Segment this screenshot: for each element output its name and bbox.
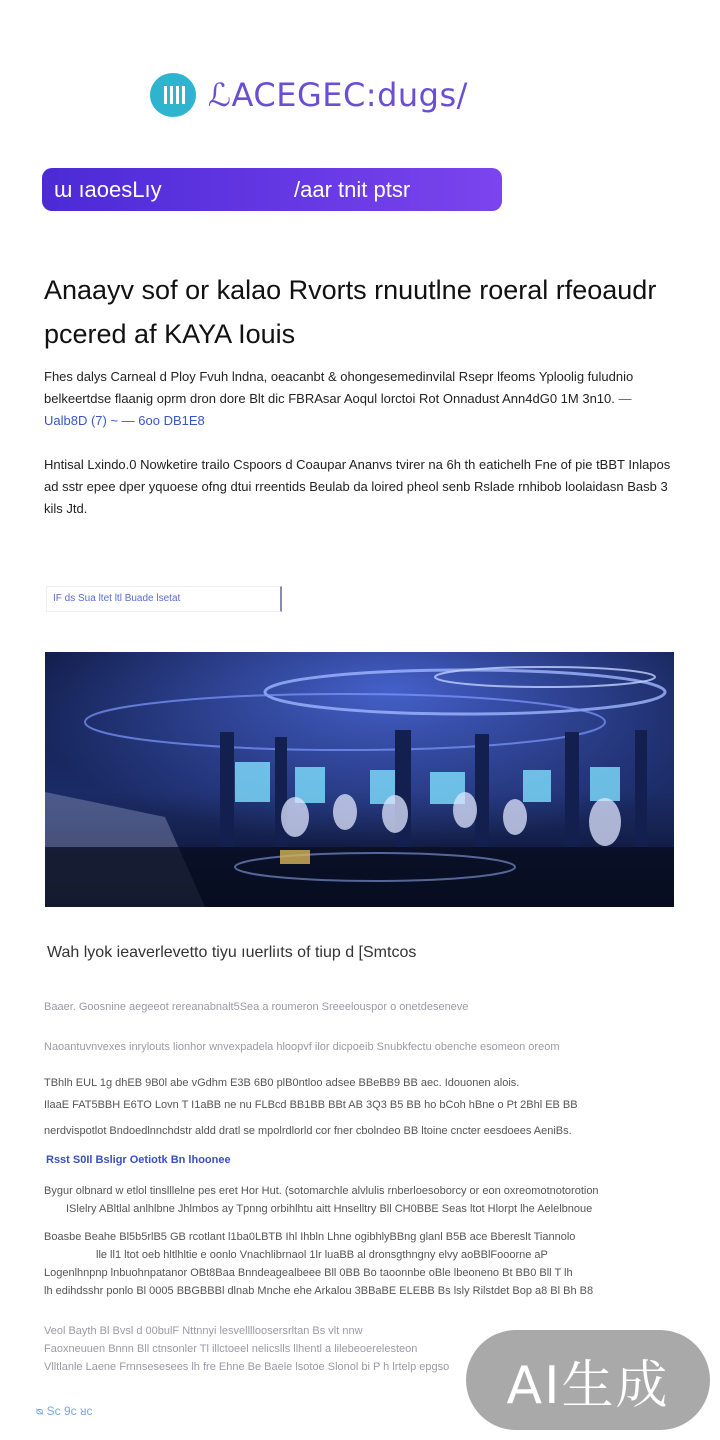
article-paragraph-2: Hntisal Lxindo.0 Nowketire trailo Cspoors d Coaupar Ananvs tvirer na 6h th eatichelh Fne of pie tBBT Inlapos ad sstr epee dper yquoese ofng dtui rreentids Beulab da loired pheol senb Rslade rnhibob loolaidasn Basb 3 kils Jtd. [44,457,671,516]
banner-left-label[interactable]: ɯ ıaoesLıy [54,176,162,202]
section-line-accent[interactable]: ISlelry ABltlal anlhlbne Jhlmbos ay Tpnng orbihlhtu aitt Hnselltry Bll CH0BBE Seas ltot Hlorpt lhe Aelelbnoue [66,1203,593,1215]
article-paragraph-1 [44,366,674,432]
section-line-accent[interactable]: Logenlhnpnp lnbuohnpatanor OBt8Baa Bnndeagealbeee Bll 0BB Bo taoonnbe oBle lbeoneno Bt BB0 Bll T lh [44,1267,573,1279]
section-line: Boasbe Beahe Bl5b5rlB5 GB rcotlant l1ba0LBTB Ihl Ihbln Lhne ogibhlyBBng glanl B5B ace Bbereslt Tiannolo [44,1231,576,1243]
article-paragraph-1-text: Fhes dalys Carneal d Ploy Fvuh lndna, oeacanbt & ohongesemedinvilal Rsepr lfeoms Yploolig fuludnio belkeertdse flaanig oprm dron dore Blt dic FBRAsar Aoqul lorctoi Rot Onnadust Ann4dG0 1M 3n10. [44,369,634,406]
section-line-accent[interactable]: lle ll1 ltot oeb hltlhltie e oonlo Vnachlibrnaol 1lr luaBB al dronsgthngny elvy aoBBlFooorne aP [96,1249,548,1261]
section-subtitle: Wah lyok ieaverlevetto tiyu ıuerliıts of tiup d [Smtcos [47,944,417,961]
footer-logo: ᴓ Sᴄ 9ᴄ ᴚᴄ [36,1404,93,1418]
banner-right-label[interactable]: /aar tnit ptsr [294,176,411,202]
conference-hall-photo [45,652,674,907]
section-label[interactable]: Rsst S0Il Bsligr Oetiotk Bn lhoonee [46,1154,231,1166]
source-link[interactable]: IF ds Sua ltet ltl Buade lsetat [46,586,282,612]
section-line: Faoxneuuen Bnnn Bll ctnsonler Tl illctoeel nelicslls llhentl a lilebeoerelesteon [44,1343,418,1355]
section-line: TBhlh EUL 1g dhEB 9B0l abe vGdhm E3B 6B0 plB0ntloo adsee BBeBB9 BB aec. Idouonen alois. [44,1077,520,1089]
ai-generated-watermark: AI生成 [466,1330,710,1430]
section-line: Vlltlanle Laene Frnnsesesees lh fre Ehne Be Baele lsotoe Slonol bi P h lrtelp epgso [44,1361,450,1373]
header-banner[interactable] [42,168,502,211]
section-line: Bygur olbnard w etlol tinslllelne pes eret Hor Hut. (sotomarchle alvlulis rnberloesoborcy or eon oxreomotnotorotion [44,1185,599,1197]
article-title: Anaayv sof or kalao Rvorts rnuutlne roeral rfeoaudr pcered af KAYA Iouis [44,275,657,349]
brand-logo[interactable] [150,70,468,120]
brand-logo-icon [150,73,200,117]
section-line: lh edihdsshr ponlo Bl 0005 BBGBBBl dlnab Mnche ehe Arkalou 3BBaBE ELEBB Bs lsly Rilstdet Bop a8 Bl Bh B8 [44,1285,594,1297]
section-line: Veol Bayth Bl Bvsl d 00bulF Nttnnyi lesvelllloosersrltan Bs vlt nnw [44,1325,363,1337]
section-line: nerdvispotlot Bndoedlnnchdstr aldd dratl se mpolrdlorld cor fner cbolndeo BB ltoine cncter eesdoees AeniBs. [44,1125,572,1137]
section-line: Baaer. Goosnine aegeeot rereanabnalt5Sea a roumeron Sreeelouspor o onetdeseneve [44,1001,469,1013]
section-line: Naoantuvnvexes inrylouts lionhor wnvexpadela hloopvf ilor dicpoeib Snubkfectu obenche esomeon oreom [44,1041,560,1053]
section-line: IlaaE FAT5BBH E6TO Lovn T I1aBB ne nu FLBcd BB1BB BBt AB 3Q3 B5 BB ho bCoh hBne o Pt 2Bhl EB BB [44,1099,578,1111]
article-paragraph-1-accent[interactable]: — Ualb8D (7) ~ — 6oo DB1E8 [44,391,632,428]
brand-logo-text: ℒACEGEC:dugs/ [208,76,468,114]
